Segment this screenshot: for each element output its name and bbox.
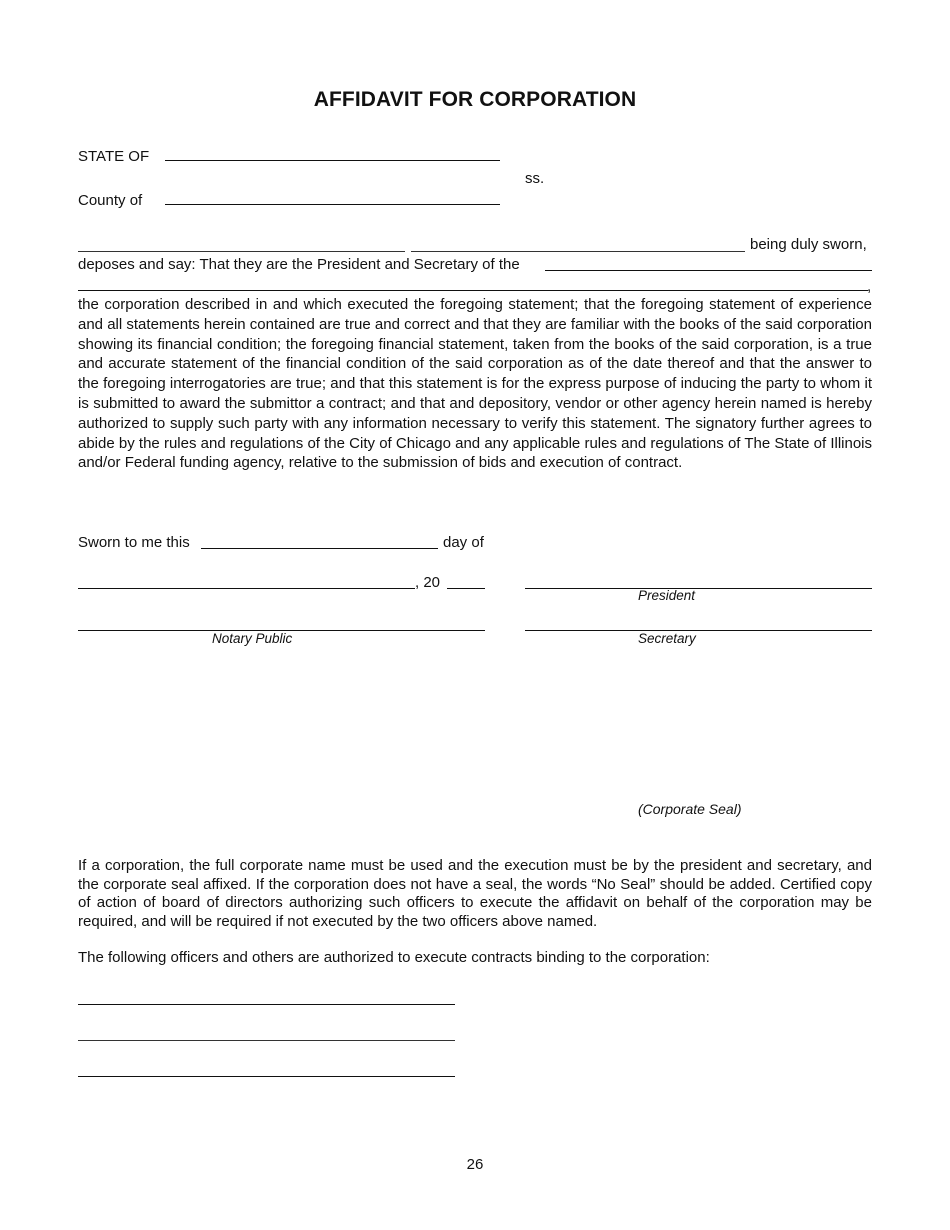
corporate-seal-label: (Corporate Seal) — [638, 801, 742, 817]
sworn-day-field[interactable] — [201, 548, 438, 549]
county-field[interactable] — [165, 204, 500, 205]
secretary-label: Secretary — [638, 631, 696, 646]
secretary-name-field[interactable] — [411, 251, 745, 252]
corporation-name-field-continued[interactable] — [78, 290, 868, 291]
notary-public-label: Notary Public — [212, 631, 293, 646]
page-title: AFFIDAVIT FOR CORPORATION — [313, 88, 637, 111]
year-prefix-label: , 20 — [415, 574, 441, 591]
being-duly-sworn-text: being duly sworn, — [750, 236, 867, 253]
day-of-label: day of — [443, 534, 484, 551]
page-number: 26 — [466, 1156, 484, 1173]
county-label: County of — [78, 192, 143, 209]
officers-statement: The following officers and others are authorized to execute contracts binding to the corporation: — [78, 949, 710, 966]
ss-label: ss. — [525, 170, 545, 187]
president-name-field[interactable] — [78, 251, 405, 252]
state-label: STATE OF — [78, 148, 150, 165]
comma: , — [867, 278, 872, 295]
instructions-paragraph: If a corporation, the full corporate name must be used and the execution must be by the president and secretary, and the corporate seal affixed. If the corporation does not have a seal, the words “No Seal” should be added. Certified copy of action of board of directors authorizing such officers to execute the affidavit on behalf of the corporation may be required, and will be required if not executed by the two officers above named. — [78, 857, 872, 930]
state-field[interactable] — [165, 160, 500, 161]
officer-line-1[interactable] — [78, 1004, 455, 1005]
year-field[interactable] — [447, 588, 485, 589]
deposes-text: deposes and say: That they are the President and Secretary of the — [78, 256, 520, 273]
officer-line-3[interactable] — [78, 1076, 455, 1077]
officer-line-2[interactable] — [78, 1040, 455, 1041]
sworn-label: Sworn to me this — [78, 534, 190, 551]
secretary-signature-line[interactable] — [525, 630, 872, 631]
sworn-month-field[interactable] — [78, 588, 415, 589]
corporation-name-field[interactable] — [545, 270, 872, 271]
president-label: President — [638, 588, 696, 603]
president-signature-line[interactable] — [525, 588, 872, 589]
affidavit-body-paragraph: the corporation described in and which executed the foregoing statement; that the foregoing statement of experience and all statements herein contained are true and correct and that they are familiar with the books of the said corporation showing its financial condition; the foregoing financial statement, taken from the books of the said corporation, is a true and accurate statement of the financial condition of the said corporation as of the date thereof and that the answer to the foregoing interrogatories are true; and that this statement is for the express purpose of inducing the party to whom it is submitted to award the submittor a contract; and that and depository, vendor or other agency herein named is hereby authorized to supply such party with any information necessary to verify this statement. The signatory further agrees to abide by the rules and regulations of the City of Chicago and any applicable rules and regulations of The State of Illinois and/or Federal funding agency, relative to the submission of bids and execution of contract. — [78, 296, 872, 472]
